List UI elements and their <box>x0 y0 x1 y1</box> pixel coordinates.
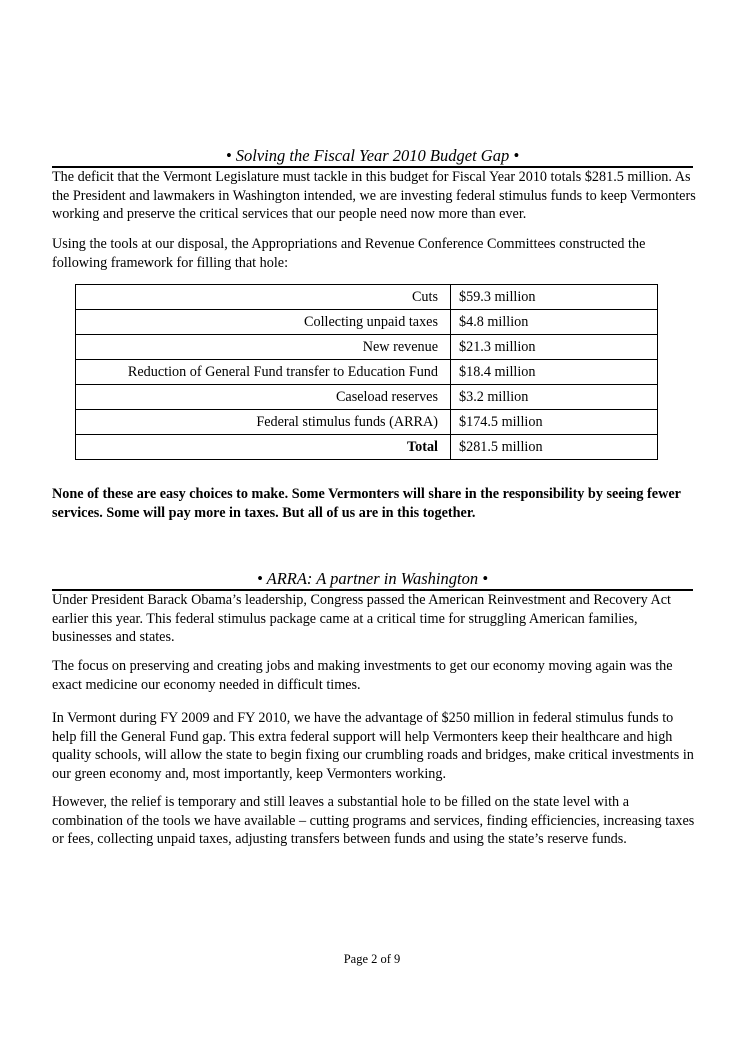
table-row <box>76 410 658 435</box>
row-label: Caseload reserves <box>76 385 451 410</box>
table-row <box>76 285 658 310</box>
paragraph-arra-intro: Under President Barack Obama’s leadership, Congress passed the American Reinvestment and Recovery Act earlier this year. This federal stimulus package came at a critical time for struggling American families, businesses and states. <box>52 592 671 645</box>
page-number: Page 2 of 9 <box>343 952 401 966</box>
row-amount: $18.4 million <box>451 360 658 385</box>
paragraph-vermont-funds: In Vermont during FY 2009 and FY 2010, we have the advantage of $250 million in federal stimulus funds to help fill the General Fund gap. This extra federal support will help Vermonters keep their healthcare and high quality schools, will allow the state to begin fixing our crumbling roads and bridges, make critical investments in our green economy and, most importantly, keep Vermonters working. <box>52 710 694 782</box>
table-row <box>76 335 658 360</box>
budget-framework-table <box>75 284 658 460</box>
row-amount: $21.3 million <box>451 335 658 360</box>
table-row <box>76 360 658 385</box>
table-row-total <box>76 435 658 460</box>
row-amount: $174.5 million <box>451 410 658 435</box>
paragraph-jobs-focus: The focus on preserving and creating jobs and making investments to get our economy moving again was the exact medicine our economy needed in difficult times. <box>52 658 673 693</box>
row-label: Reduction of General Fund transfer to Education Fund <box>76 360 451 385</box>
row-label: Cuts <box>76 285 451 310</box>
paragraph-deficit: The deficit that the Vermont Legislature must tackle in this budget for Fiscal Year 2010 totals $281.5 million. As the President and lawmakers in Washington intended, we are investing federal stimulus funds to keep Vermonters working and preserve the critical services that our people need now more than ever. <box>52 169 696 222</box>
closing-statement: None of these are easy choices to make. Some Vermonters will share in the responsibility by seeing fewer services. Some will pay more in taxes. But all of us are in this together. <box>52 486 681 521</box>
section-title-budget-gap: • Solving the Fiscal Year 2010 Budget Gap • <box>225 146 520 165</box>
paragraph-relief-temporary: However, the relief is temporary and still leaves a substantial hole to be filled on the state level with a combination of the tools we have available – cutting programs and services, finding efficiencies, increasing taxes or fees, collecting unpaid taxes, adjusting transfers between funds and using the state’s reserve funds. <box>52 794 695 847</box>
row-label: New revenue <box>76 335 451 360</box>
table-row <box>76 310 658 335</box>
total-label: Total <box>76 435 451 460</box>
row-amount: $59.3 million <box>451 285 658 310</box>
row-amount: $3.2 million <box>451 385 658 410</box>
row-label: Collecting unpaid taxes <box>76 310 451 335</box>
total-amount: $281.5 million <box>451 435 658 460</box>
section-title-arra: • ARRA: A partner in Washington • <box>257 569 488 588</box>
paragraph-tools: Using the tools at our disposal, the Appropriations and Revenue Conference Committees constructed the following framework for filling that hole: <box>52 236 646 271</box>
row-label: Federal stimulus funds (ARRA) <box>76 410 451 435</box>
table-row <box>76 385 658 410</box>
row-amount: $4.8 million <box>451 310 658 335</box>
